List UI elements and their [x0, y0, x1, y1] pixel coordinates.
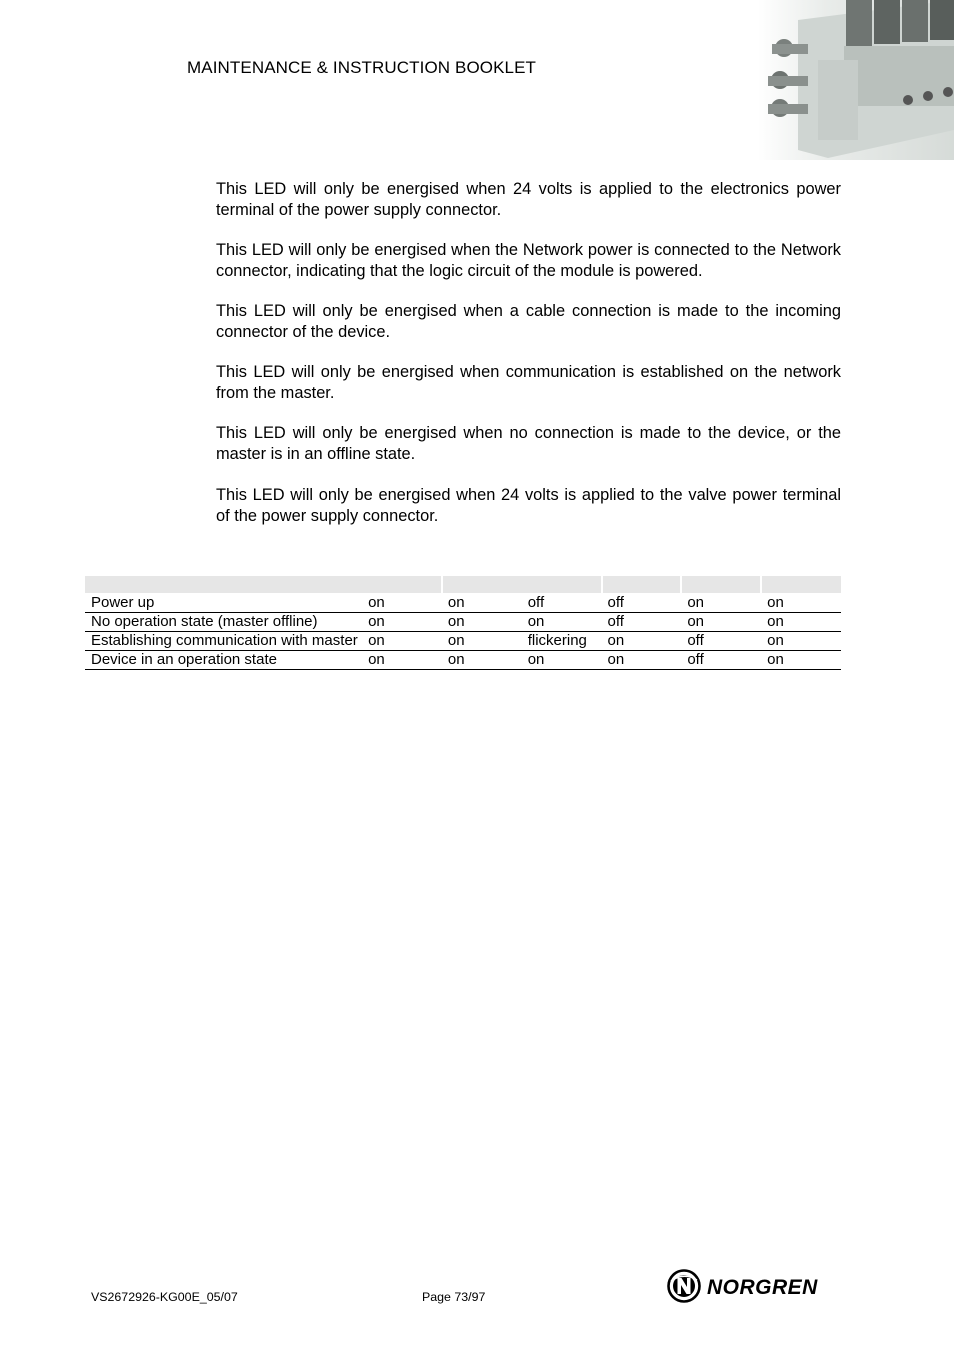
table-row — [85, 613, 841, 632]
table-cell: off — [681, 632, 761, 651]
table-cell: on — [362, 651, 442, 670]
table-cell: on — [681, 613, 761, 632]
table-header-cell — [681, 576, 761, 593]
table-row — [85, 632, 841, 651]
table-cell: on — [362, 613, 442, 632]
table-header-cell — [85, 576, 442, 593]
table-cell: on — [602, 651, 682, 670]
table-cell: on — [442, 651, 522, 670]
table-cell: on — [522, 613, 602, 632]
paragraph-valve-power-led: This LED will only be energised when 24 volts is applied to the valve power terminal of the power supply connector. — [216, 486, 841, 525]
table-cell: on — [602, 632, 682, 651]
table-row — [85, 651, 841, 670]
table-cell: on — [442, 632, 522, 651]
table-cell: on — [761, 632, 841, 651]
table-cell: flickering — [522, 632, 602, 651]
row-state-label: Device in an operation state — [85, 651, 362, 670]
valve-manifold-image — [758, 0, 954, 160]
led-status-table — [85, 576, 841, 670]
paragraph-network-power-led: This LED will only be energised when the Network power is connected to the Network connector, indicating that the logic circuit of the module is powered. — [216, 241, 841, 280]
table-cell: on — [522, 651, 602, 670]
paragraph-cable-connection-led: This LED will only be energised when a cable connection is made to the incoming connector of the device. — [216, 302, 841, 341]
row-state-label: No operation state (master offline) — [85, 613, 362, 632]
footer-document-reference: VS2672926-KG00E_05/07 — [91, 1290, 238, 1304]
footer-page-number: Page 73/97 — [422, 1290, 486, 1304]
logo-wordmark: NORGREN — [707, 1276, 818, 1299]
table-cell: on — [362, 593, 442, 613]
table-header-cell — [761, 576, 841, 593]
table-header-row — [85, 576, 841, 593]
table-header-cell — [602, 576, 682, 593]
paragraph-electronics-power-led: This LED will only be energised when 24 volts is applied to the electronics power terminal of the power supply connector. — [216, 180, 841, 219]
table-cell: off — [602, 613, 682, 632]
table-cell: on — [761, 651, 841, 670]
table-cell: off — [522, 593, 602, 613]
table-cell: on — [761, 613, 841, 632]
table-cell: on — [761, 593, 841, 613]
table-header-cell — [442, 576, 602, 593]
row-state-label: Establishing communication with master — [85, 632, 362, 651]
table-cell: on — [362, 632, 442, 651]
header-title: MAINTENANCE & INSTRUCTION BOOKLET — [187, 58, 537, 77]
paragraph-communication-led: This LED will only be energised when communication is established on the network from the master. — [216, 363, 841, 402]
table-row — [85, 593, 841, 613]
table-cell: off — [602, 593, 682, 613]
table-cell: on — [442, 593, 522, 613]
norgren-logo — [667, 1268, 843, 1304]
table-cell: on — [442, 613, 522, 632]
norgren-logo-icon — [669, 1271, 700, 1302]
paragraph-offline-led: This LED will only be energised when no connection is made to the device, or the master is in an offline state. — [216, 424, 841, 463]
table-cell: off — [681, 651, 761, 670]
row-state-label: Power up — [85, 593, 362, 613]
table-cell: on — [681, 593, 761, 613]
